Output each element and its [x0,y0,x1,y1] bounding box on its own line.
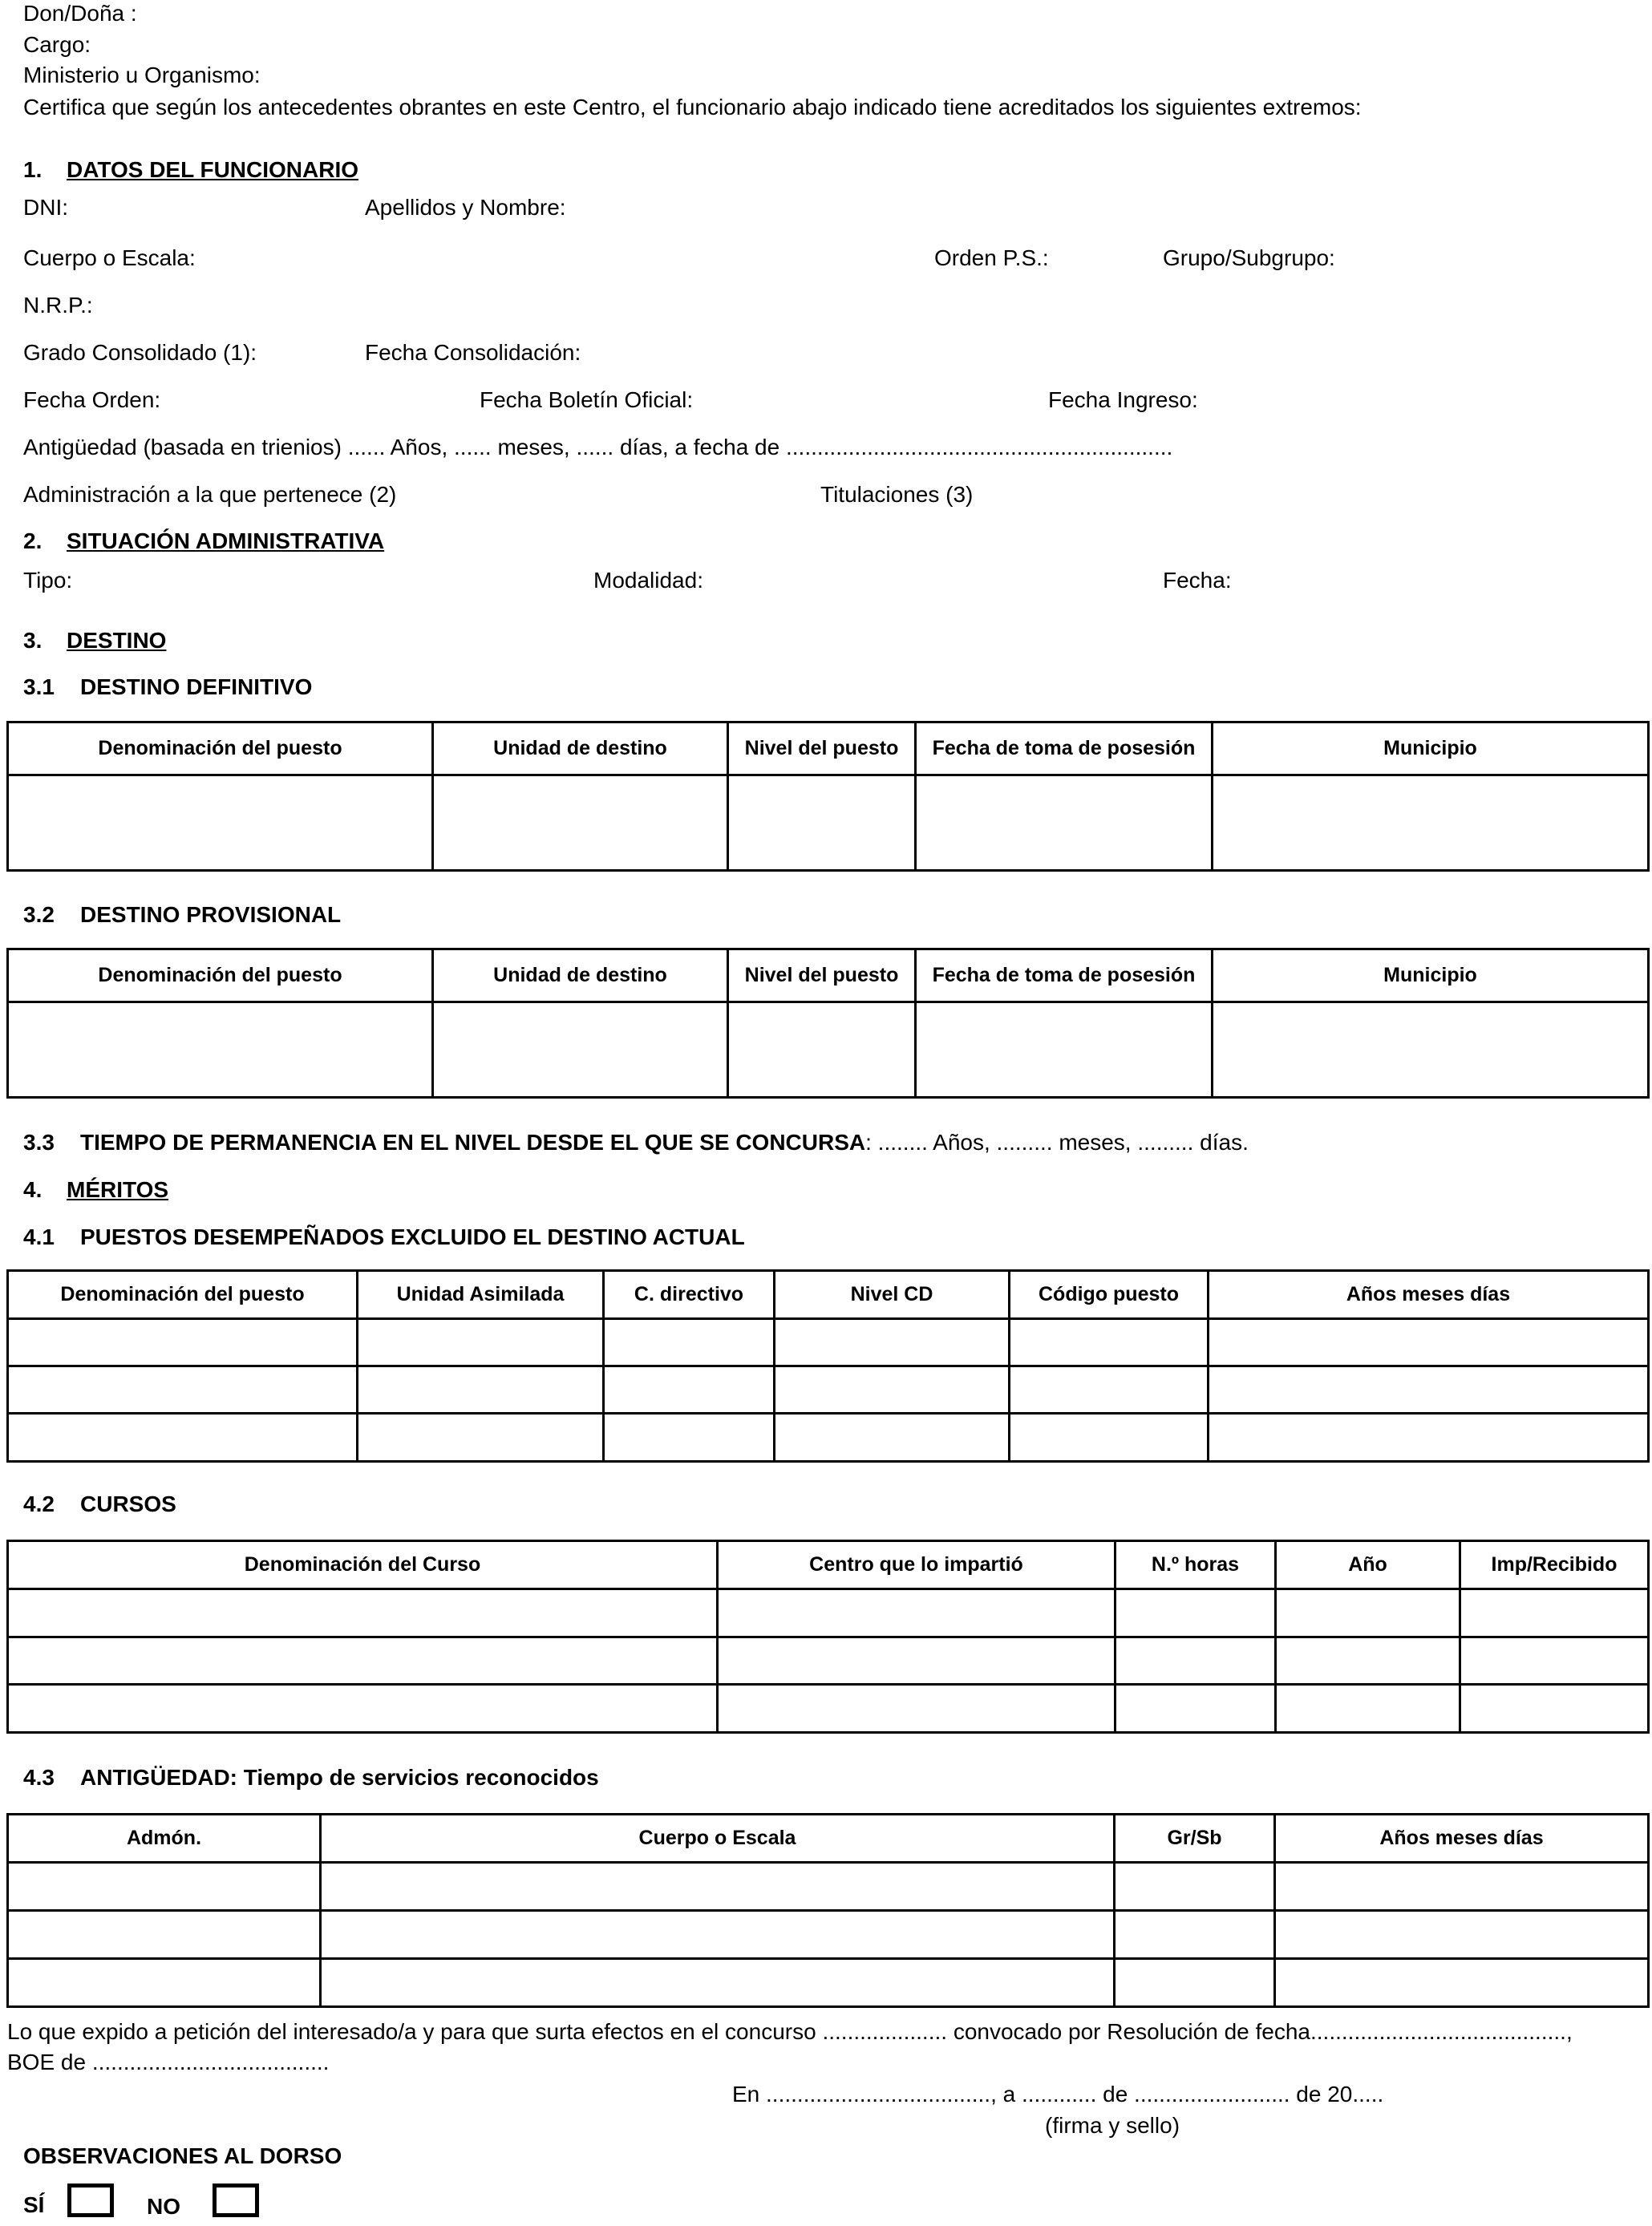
destino-definitivo-table [6,721,1650,872]
section-2-title: SITUACIÓN ADMINISTRATIVA [67,528,385,553]
table-cell[interactable] [1460,1589,1649,1637]
table-cell[interactable] [8,1911,321,1959]
table-cell[interactable] [1276,1637,1460,1685]
table-cell[interactable] [718,1589,1116,1637]
col-unidad: Unidad de destino [433,722,728,775]
table-cell[interactable] [1209,1319,1649,1366]
table-cell[interactable] [1209,1414,1649,1462]
table-row [8,775,1649,871]
table-row [8,1637,1649,1685]
section-4-title: MÉRITOS [67,1177,169,1202]
table-cell[interactable] [728,775,916,871]
table-cell[interactable] [604,1366,775,1414]
table-cell[interactable] [321,1959,1115,2007]
table-cell[interactable] [8,1366,358,1414]
fecha-boletin-label: Fecha Boletín Oficial: [480,387,694,412]
col-unidad: Unidad de destino [433,949,728,1002]
section-2-number: 2. [23,528,43,553]
col-municipio: Municipio [1213,949,1649,1002]
table-cell[interactable] [775,1319,1010,1366]
table-cell[interactable] [1115,1863,1275,1911]
col-fecha-toma: Fecha de toma de posesión [916,949,1213,1002]
table-cell[interactable] [1116,1685,1276,1733]
col-unidad-asimilada: Unidad Asimilada [358,1271,604,1319]
table-cell[interactable] [358,1319,604,1366]
table-cell[interactable] [1213,1002,1649,1098]
grupo-label: Grupo/Subgrupo: [1163,245,1335,270]
table-cell[interactable] [1209,1366,1649,1414]
col-nivel-cd: Nivel CD [775,1271,1010,1319]
table-cell[interactable] [1115,1911,1275,1959]
table-cell[interactable] [8,1319,358,1366]
cuerpo-label: Cuerpo o Escala: [23,245,196,270]
table-row [8,1319,1649,1366]
table-cell[interactable] [1116,1589,1276,1637]
fecha-consolidacion-label: Fecha Consolidación: [365,340,581,365]
table-cell[interactable] [916,775,1213,871]
col-ano: Año [1276,1541,1460,1589]
modalidad-label: Modalidad: [593,568,703,593]
section-3-3-line [80,1129,1249,1156]
table-cell[interactable] [1010,1366,1209,1414]
table-cell[interactable] [1276,1589,1460,1637]
col-denominacion: Denominación del puesto [8,949,433,1002]
table-cell[interactable] [775,1414,1010,1462]
table-cell[interactable] [358,1366,604,1414]
firma-sello-label: (firma y sello) [1045,2113,1180,2138]
table-cell[interactable] [1010,1414,1209,1462]
table-cell[interactable] [8,775,433,871]
section-3-2-number: 3.2 [23,902,55,927]
table-row [8,1959,1649,2007]
nrp-label: N.R.P.: [23,293,93,318]
col-nivel: Nivel del puesto [728,949,916,1002]
section-3-number: 3. [23,628,43,653]
table-row [8,1685,1649,1733]
dni-label: DNI: [23,195,68,220]
administracion-label: Administración a la que pertenece (2) [23,482,397,507]
puestos-table [6,1269,1650,1463]
grado-label: Grado Consolidado (1): [23,340,257,365]
table-cell[interactable] [8,1959,321,2007]
section-3-3-title: TIEMPO DE PERMANENCIA EN EL NIVEL DESDE EL QUE SE CONCURSA [80,1130,866,1155]
col-centro: Centro que lo impartió [718,1541,1116,1589]
cargo-label: Cargo: [23,32,91,57]
observaciones-label: OBSERVACIONES AL DORSO [23,2143,342,2168]
col-fecha-toma: Fecha de toma de posesión [916,722,1213,775]
table-row [8,1863,1649,1911]
table-cell[interactable] [604,1414,775,1462]
lugar-fecha-line: En ...................................., a ............ de ......................... de 20..... [732,2082,1384,2107]
table-row [8,1589,1649,1637]
boe-text: BOE de ...................................... [7,2050,330,2074]
table-cell[interactable] [1275,1863,1649,1911]
col-c-directivo: C. directivo [604,1271,775,1319]
table-cell[interactable] [1275,1911,1649,1959]
titulaciones-label: Titulaciones (3) [820,482,974,507]
col-admon: Admón. [8,1815,321,1863]
col-codigo-puesto: Código puesto [1010,1271,1209,1319]
col-municipio: Municipio [1213,722,1649,775]
section-4-3-title: ANTIGÜEDAD: Tiempo de servicios reconocidos [80,1765,599,1790]
table-cell[interactable] [1213,775,1649,871]
col-cuerpo-escala: Cuerpo o Escala [321,1815,1115,1863]
apellidos-label: Apellidos y Nombre: [365,195,566,220]
table-cell[interactable] [1116,1637,1276,1685]
no-checkbox[interactable] [213,2184,259,2217]
table-cell[interactable] [8,1414,358,1462]
section-3-title: DESTINO [67,628,167,653]
col-gr-sb: Gr/Sb [1115,1815,1275,1863]
section-4-1-title: PUESTOS DESEMPEÑADOS EXCLUIDO EL DESTINO ACTUAL [80,1224,745,1249]
table-cell[interactable] [728,1002,916,1098]
table-cell[interactable] [433,1002,728,1098]
col-denominacion: Denominación del puesto [8,1271,358,1319]
col-denominacion: Denominación del puesto [8,722,433,775]
section-4-1-number: 4.1 [23,1224,55,1249]
table-cell[interactable] [8,1637,718,1685]
section-3-3-values: : ........ Años, ......... meses, ......... días. [865,1130,1249,1155]
section-3-1-title: DESTINO DEFINITIVO [80,674,313,699]
table-cell[interactable] [321,1911,1115,1959]
si-checkbox[interactable] [67,2184,114,2217]
section-3-3-number: 3.3 [23,1130,55,1155]
col-horas: N.º horas [1116,1541,1276,1589]
table-cell[interactable] [604,1319,775,1366]
table-cell[interactable] [321,1863,1115,1911]
table-cell[interactable] [1460,1637,1649,1685]
table-row [8,1366,1649,1414]
table-cell[interactable] [916,1002,1213,1098]
table-cell[interactable] [358,1414,604,1462]
table-row [8,1911,1649,1959]
col-imp-recibido: Imp/Recibido [1460,1541,1649,1589]
orden-ps-label: Orden P.S.: [934,245,1049,270]
section-4-2-title: CURSOS [80,1491,176,1516]
don-label: Don/Doña : [23,1,137,26]
section-3-2-title: DESTINO PROVISIONAL [80,902,342,927]
certifica-text: Certifica que según los antecedentes obrantes en este Centro, el funcionario abajo indicado tiene acreditados los siguientes extremos: [23,95,1362,119]
table-cell[interactable] [1460,1685,1649,1733]
table-cell[interactable] [1276,1685,1460,1733]
expido-text: Lo que expido a petición del interesado/a y para que surta efectos en el concurso .................... convocado por Resolución de fecha........................................., [7,2019,1573,2044]
table-cell[interactable] [433,775,728,871]
fecha-label: Fecha: [1163,568,1232,593]
table-cell[interactable] [718,1637,1116,1685]
table-cell[interactable] [718,1685,1116,1733]
no-label: NO [147,2194,180,2219]
table-cell[interactable] [775,1366,1010,1414]
section-4-3-number: 4.3 [23,1765,55,1790]
fecha-ingreso-label: Fecha Ingreso: [1048,387,1198,412]
table-cell[interactable] [8,1589,718,1637]
table-cell[interactable] [1275,1959,1649,2007]
col-anos-meses-dias: Años meses días [1275,1815,1649,1863]
table-row [8,1002,1649,1098]
destino-provisional-table [6,948,1650,1099]
tipo-label: Tipo: [23,568,73,593]
section-4-2-number: 4.2 [23,1491,55,1516]
col-nivel: Nivel del puesto [728,722,916,775]
section-1-number: 1. [23,157,43,182]
fecha-orden-label: Fecha Orden: [23,387,161,412]
table-cell[interactable] [8,1002,433,1098]
table-cell[interactable] [8,1863,321,1911]
table-cell[interactable] [1115,1959,1275,2007]
col-denominacion-curso: Denominación del Curso [8,1541,718,1589]
table-cell[interactable] [8,1685,718,1733]
table-row [8,1414,1649,1462]
ministerio-label: Ministerio u Organismo: [23,63,261,87]
section-3-1-number: 3.1 [23,674,55,699]
cursos-table [6,1540,1650,1734]
section-1-title: DATOS DEL FUNCIONARIO [67,157,359,182]
antiguedad-line: Antigüedad (basada en trienios) ...... Años, ...... meses, ...... días, a fecha de .............................................................. [23,435,1173,459]
table-cell[interactable] [1010,1319,1209,1366]
col-anos-meses-dias: Años meses días [1209,1271,1649,1319]
antiguedad-table [6,1813,1650,2008]
section-4-number: 4. [23,1177,43,1202]
si-label: SÍ [23,2192,45,2217]
